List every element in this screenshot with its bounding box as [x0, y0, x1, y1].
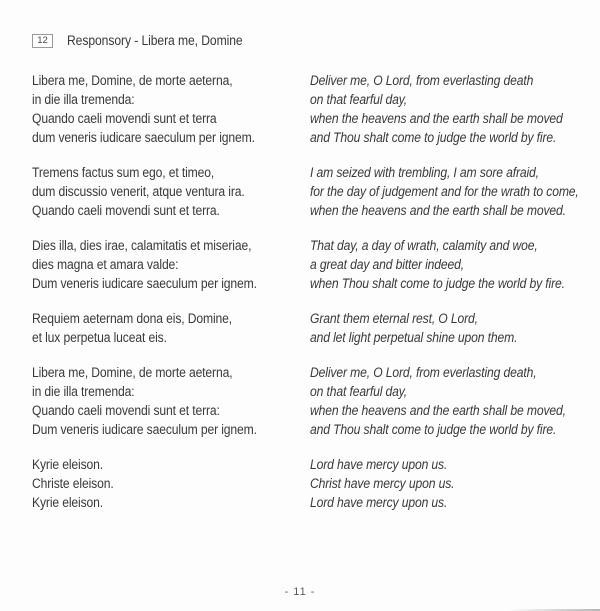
latin-line: Libera me, Domine, de morte aeterna,	[32, 365, 233, 380]
latin-line: dies magna et amara valde:	[32, 257, 179, 272]
english-line: when Thou shalt come to judge the world by fire.	[310, 276, 565, 291]
latin-stanza-1	[32, 71, 282, 147]
latin-column	[32, 71, 282, 528]
english-line: and let light perpetual shine upon them.	[310, 330, 518, 345]
latin-line: Quando caeli movendi sunt et terra	[32, 111, 217, 126]
latin-line: Requiem aeternam dona eis, Domine,	[32, 311, 233, 326]
english-line: Christ have mercy upon us.	[310, 476, 455, 491]
latin-line: Dies illa, dies irae, calamitatis et miseriae,	[32, 238, 252, 253]
latin-line: in die illa tremenda:	[32, 92, 135, 107]
latin-line: Christe eleison.	[32, 476, 114, 491]
page-number: - 11 -	[284, 586, 316, 598]
latin-line: Dum veneris iudicare saeculum per ignem.	[32, 422, 257, 437]
latin-line: Kyrie eleison.	[32, 457, 104, 472]
english-line: Lord have mercy upon us.	[310, 495, 448, 510]
english-stanza-3	[310, 236, 579, 293]
header	[32, 33, 600, 48]
english-stanza-5	[310, 363, 579, 439]
english-line: when the heavens and the earth shall be moved.	[310, 203, 566, 218]
english-line: a great day and bitter indeed,	[310, 257, 465, 272]
english-line: and Thou shalt come to judge the world by fire.	[310, 422, 557, 437]
english-stanza-2	[310, 163, 579, 220]
text-columns	[32, 71, 600, 528]
english-line: and Thou shalt come to judge the world by fire.	[310, 130, 557, 145]
english-line: That day, a day of wrath, calamity and woe,	[310, 238, 538, 253]
english-line: on that fearful day,	[310, 92, 408, 107]
latin-stanza-4	[32, 309, 282, 347]
english-line: I am seized with trembling, I am sore afraid,	[310, 165, 539, 180]
latin-line: Quando caeli movendi sunt et terra:	[32, 403, 220, 418]
latin-line: Tremens factus sum ego, et timeo,	[32, 165, 215, 180]
latin-line: Dum veneris iudicare saeculum per ignem.	[32, 276, 257, 291]
track-number-badge: 12	[32, 34, 53, 48]
page-title: Responsory - Libera me, Domine	[67, 32, 243, 48]
latin-line: Quando caeli movendi sunt et terra.	[32, 203, 220, 218]
english-line: Deliver me, O Lord, from everlasting death	[310, 73, 534, 88]
english-line: Deliver me, O Lord, from everlasting death,	[310, 365, 537, 380]
english-line: when the heavens and the earth shall be moved,	[310, 403, 566, 418]
latin-stanza-6	[32, 455, 282, 512]
english-line: Lord have mercy upon us.	[310, 457, 448, 472]
english-stanza-6	[310, 455, 579, 512]
latin-stanza-2	[32, 163, 282, 220]
title-wrap	[67, 32, 243, 50]
english-line: when the heavens and the earth shall be moved	[310, 111, 563, 126]
english-line: on that fearful day,	[310, 384, 408, 399]
latin-line: Kyrie eleison.	[32, 495, 104, 510]
latin-line: et lux perpetua luceat eis.	[32, 330, 167, 345]
english-line: for the day of judgement and for the wrath to come,	[310, 184, 579, 199]
english-stanza-1	[310, 71, 579, 147]
latin-line: Libera me, Domine, de morte aeterna,	[32, 73, 233, 88]
latin-stanza-5	[32, 363, 282, 439]
latin-line: dum discussio venerit, atque ventura ira.	[32, 184, 245, 199]
latin-line: in die illa tremenda:	[32, 384, 135, 399]
latin-line: dum veneris iudicare saeculum per ignem.	[32, 130, 255, 145]
english-column	[310, 71, 579, 528]
latin-stanza-3	[32, 236, 282, 293]
english-stanza-4	[310, 309, 579, 347]
english-line: Grant them eternal rest, O Lord,	[310, 311, 478, 326]
